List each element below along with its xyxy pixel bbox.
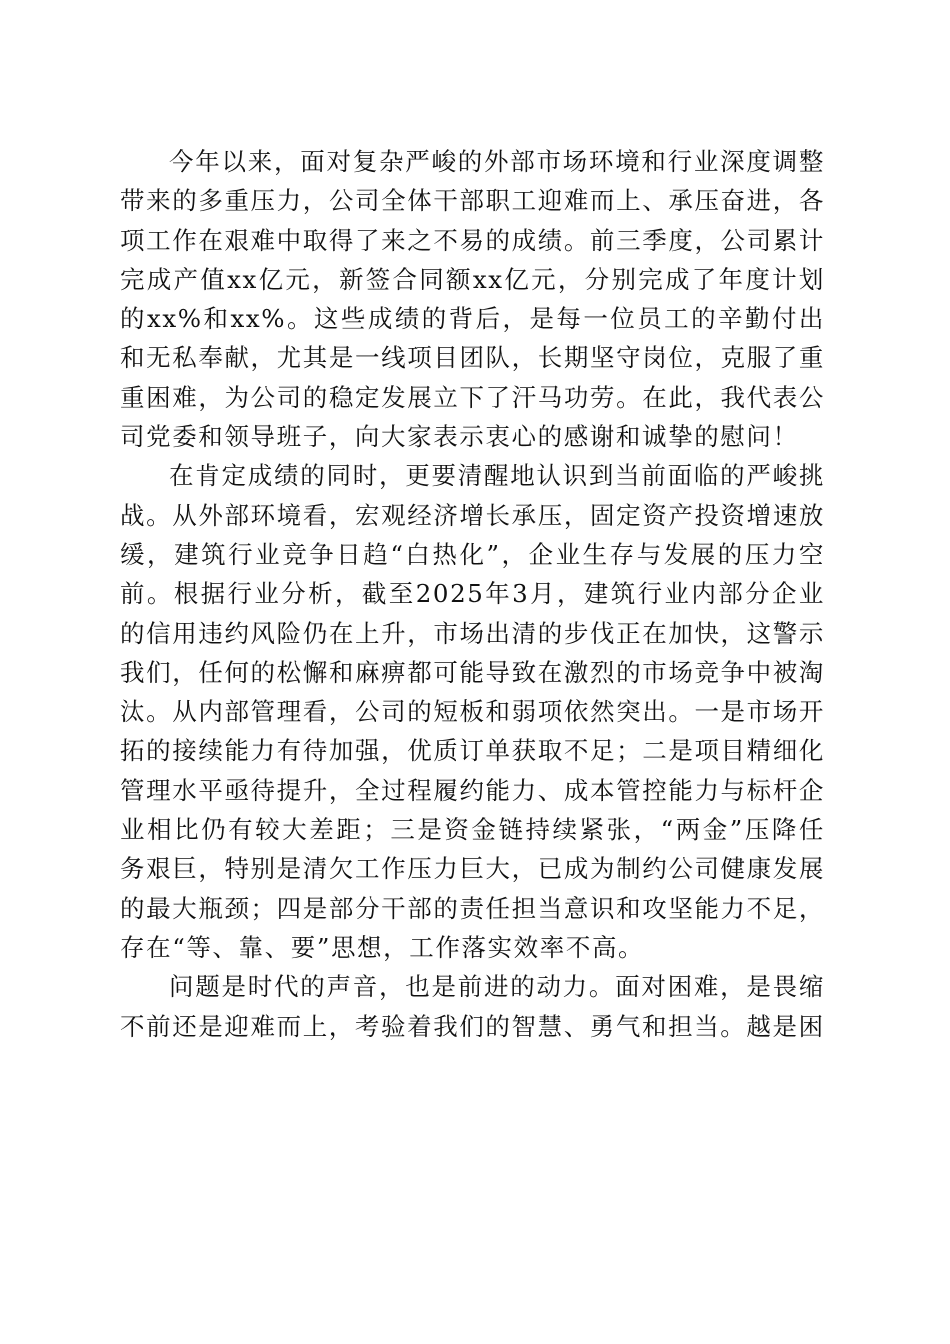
paragraph-outlook: 问题是时代的声音，也是前进的动力。面对困难，是畏缩不前还是迎难而上，考验着我们的智慧、勇气和担当。越是困 — [120, 972, 825, 1041]
paragraph-challenges: 在肯定成绩的同时，更要清醒地认识到当前面临的严峻挑战。从外部环境看，宏观经济增长承压，固定资产投资增速放缓，建筑行业竞争日趋“白热化”，企业生存与发展的压力空前。根据行业分析，截至2025年3月，建筑行业内部分企业的信用违约风险仍在上升，市场出清的步伐正在加快，这警示我们，任何的松懈和麻痹都可能导致在激烈的市场竞争中被淘汰。从内部管理看，公司的短板和弱项依然突出。一是市场开拓的接续能力有待加强，优质订单获取不足；二是项目精细化管理水平亟待提升，全过程履约能力、成本管控能力与标杆企业相比仍有较大差距；三是资金链持续紧张，“两金”压降任务艰巨，特别是清欠工作压力巨大，已成为制约公司健康发展的最大瓶颈；四是部分干部的责任担当意识和攻坚能力不足，存在“等、靠、要”思想，工作落实效率不高。 — [120, 461, 825, 962]
document-body — [120, 142, 825, 1046]
paragraph-achievements: 今年以来，面对复杂严峻的外部市场环境和行业深度调整带来的多重压力，公司全体干部职工迎难而上、承压奋进，各项工作在艰难中取得了来之不易的成绩。前三季度，公司累计完成产值xx亿元，新签合同额xx亿元，分别完成了年度计划的xx%和xx%。这些成绩的背后，是每一位员工的辛勤付出和无私奉献，尤其是一线项目团队，长期坚守岗位，克服了重重困难，为公司的稳定发展立下了汗马功劳。在此，我代表公司党委和领导班子，向大家表示衷心的感谢和诚挚的慰问！ — [120, 147, 825, 452]
